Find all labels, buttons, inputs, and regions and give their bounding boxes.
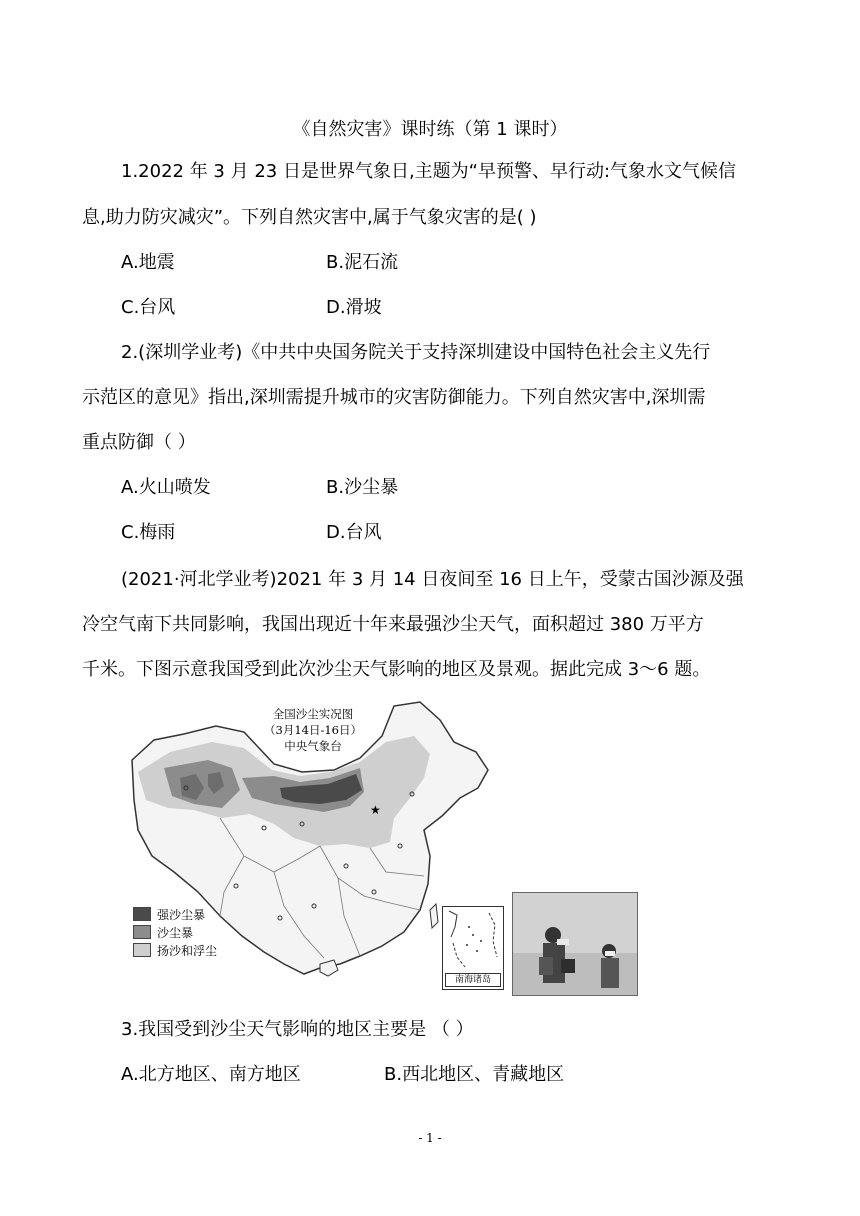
map-caption	[248, 706, 378, 754]
inset-label: 南海诸岛	[445, 973, 501, 987]
south-china-sea-inset	[442, 906, 504, 990]
photo-graphic	[513, 893, 637, 995]
page-title: 《自然灾害》课时练（第 1 课时）	[292, 119, 568, 140]
q2-stem-line3: 重点防御（ ）	[82, 432, 196, 453]
map-caption-source: 中央气象台	[284, 739, 342, 753]
intro-line2: 冷空气南下共同影响，我国出现近十年来最强沙尘天气，面积超过 380 万平方	[82, 614, 704, 635]
q1-option-d: D.滑坡	[326, 297, 382, 318]
q3-stem-line1: 3.我国受到沙尘天气影响的地区主要是 （ ）	[121, 1019, 474, 1040]
q2-option-a: A.火山喷发	[121, 477, 211, 498]
map-legend	[133, 905, 217, 959]
q3-option-a: A.北方地区、南方地区	[121, 1064, 301, 1085]
q1-option-c: C.台风	[121, 297, 176, 318]
intro-line1: (2021·河北学业考)2021 年 3 月 14 日夜间至 16 日上午，受蒙古国沙源及强	[121, 569, 744, 590]
intro-line3: 千米。下图示意我国受到此次沙尘天气影响的地区及景观。据此完成 3～6 题。	[82, 659, 711, 680]
q3-option-b: B.西北地区、青藏地区	[384, 1064, 565, 1085]
page-number: - 1 -	[418, 1131, 442, 1145]
q2-option-b: B.沙尘暴	[326, 477, 399, 498]
legend-item-floating-dust	[133, 941, 217, 959]
q2-stem-line1: 2.(深圳学业考)《中共中央国务院关于支持深圳建设中国特色社会主义先行	[121, 342, 711, 363]
q2-option-d: D.台风	[326, 522, 382, 543]
q1-stem-line1: 1.2022 年 3 月 23 日是世界气象日,主题为“早预警、早行动:气象水文气候信	[121, 161, 737, 182]
legend-label-strong-sandstorm: 强沙尘暴	[157, 907, 206, 922]
q1-option-a: A.地震	[121, 252, 175, 273]
q2-stem-line2: 示范区的意见》指出,深圳需提升城市的灾害防御能力。下列自然灾害中,深圳需	[82, 387, 706, 408]
legend-swatch-sandstorm	[133, 925, 151, 939]
map-caption-date: （3月14日-16日）	[264, 723, 362, 737]
legend-label-floating-dust: 扬沙和浮尘	[157, 943, 218, 958]
q1-option-b: B.泥石流	[326, 252, 399, 273]
legend-item-strong-sandstorm	[133, 905, 217, 923]
dust-weather-photo	[512, 892, 638, 996]
svg-text:★: ★	[370, 803, 381, 817]
q2-option-c: C.梅雨	[121, 522, 176, 543]
legend-swatch-floating-dust	[133, 943, 151, 957]
map-caption-title: 全国沙尘实况图	[272, 707, 354, 721]
legend-item-sandstorm	[133, 923, 217, 941]
legend-swatch-strong-sandstorm	[133, 907, 151, 921]
legend-label-sandstorm: 沙尘暴	[157, 925, 194, 940]
inset-graphic	[443, 907, 503, 973]
q1-stem-line2: 息,助力防灾减灾”。下列自然灾害中,属于气象灾害的是( )	[82, 207, 537, 228]
